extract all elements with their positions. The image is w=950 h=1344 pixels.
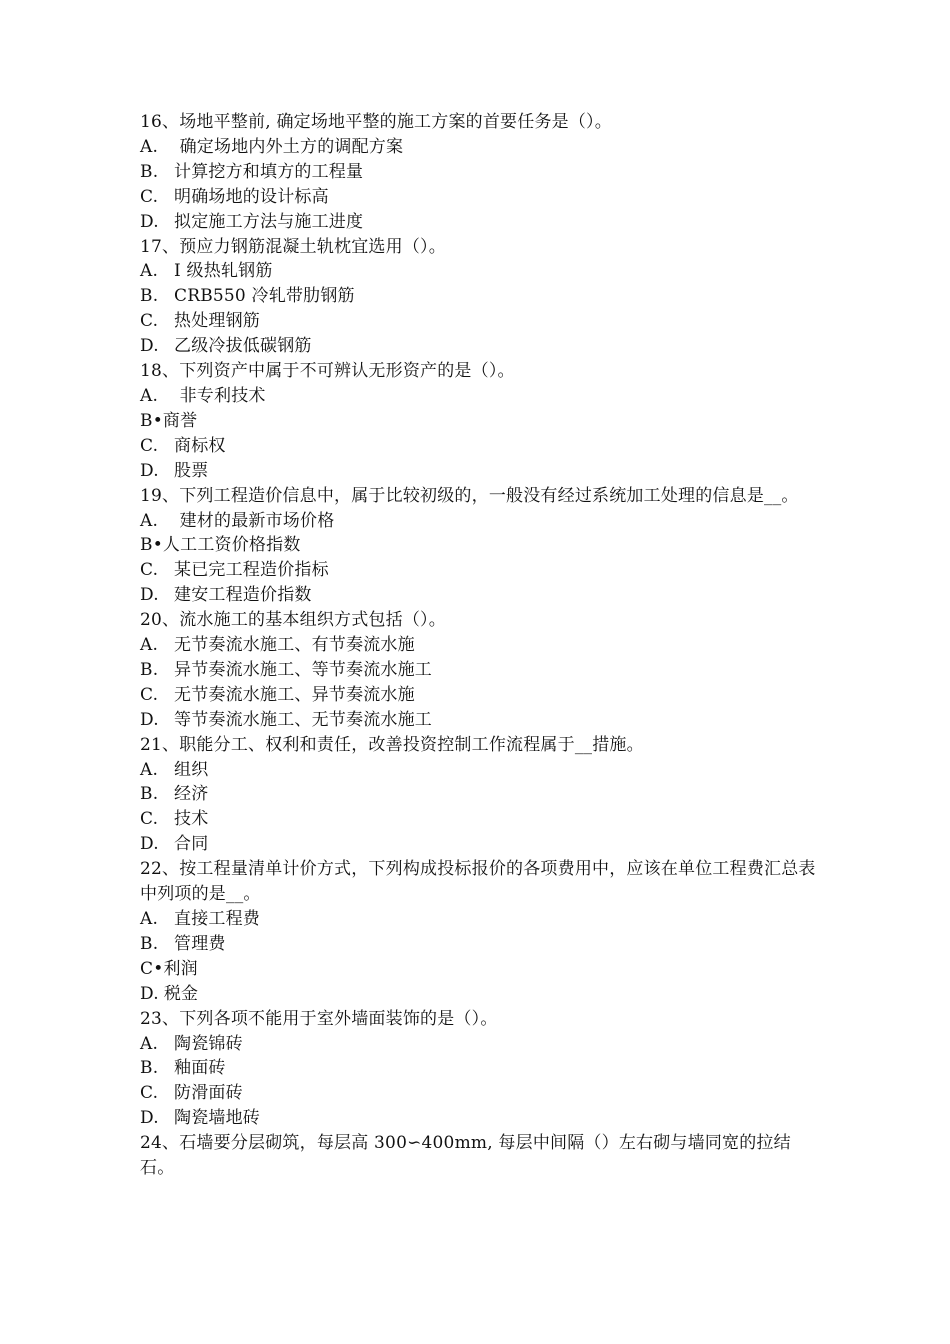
option-23-d [140,1106,820,1131]
option-letter: C. [140,311,159,332]
option-letter: A. [140,1033,159,1054]
option-20-c [140,683,820,708]
option-22-c [140,957,820,982]
option-text: 拟定施工方法与施工进度 [174,211,364,232]
option-20-b [140,658,820,683]
option-letter: C. [140,435,159,456]
option-letter: C. [140,186,159,207]
option-letter: A. [140,510,159,531]
option-text: 确定场地内外土方的调配方案 [174,136,404,157]
option-text: 某已完工程造价指标 [174,560,329,581]
option-text: 管理费 [174,933,226,954]
option-letter: B• [140,410,163,431]
option-text: 组织 [174,759,209,780]
option-text: 等节奏流水施工、无节奏流水施工 [174,709,432,730]
document-page [140,110,820,1181]
option-letter: A. [140,385,159,406]
option-text: 税金 [163,983,199,1004]
option-23-a [140,1032,820,1057]
option-text: 商誉 [162,410,198,431]
option-17-a [140,259,820,284]
option-21-c [140,807,820,832]
option-letter: D. [140,211,159,232]
option-17-d [140,334,820,359]
option-text: 商标权 [174,435,226,456]
option-19-a [140,509,820,534]
option-17-b [140,284,820,309]
option-text: 无节奏流水施工、异节奏流水施 [174,684,415,705]
option-23-b [140,1056,820,1081]
option-letter: A. [140,261,159,282]
option-text: 股票 [174,460,209,481]
question-20: 20、流水施工的基本组织方式包括（）。 [140,610,446,631]
option-17-c [140,309,820,334]
option-letter: A. [140,635,159,656]
option-text: 技术 [174,809,209,830]
option-text: 利润 [163,958,198,979]
option-letter: B. [140,1058,159,1079]
option-text: 明确场地的设计标高 [174,186,329,207]
option-letter: D. [140,585,159,606]
option-text: 陶瓷锦砖 [174,1033,243,1054]
question-21: 21、职能分工、权利和责任，改善投资控制工作流程属于__措施。 [140,734,644,755]
option-text: 计算挖方和填方的工程量 [174,161,364,182]
option-letter: A. [140,136,159,157]
option-21-d [140,832,820,857]
option-letter: B• [140,535,163,556]
option-text: 防滑面砖 [174,1083,243,1104]
option-22-b [140,932,820,957]
option-23-c [140,1081,820,1106]
option-letter: D. [140,336,159,357]
option-letter: C. [140,684,159,705]
option-letter: D. [140,1108,159,1129]
option-letter: D. [140,834,159,855]
option-text: I 级热轧钢筋 [174,261,273,282]
question-24: 24、石墙要分层砌筑，每层高 300∽400mm, 每层中间隔（）左右砌与墙同宽的拉结石。 [140,1133,791,1179]
option-20-a [140,633,820,658]
option-letter: B. [140,933,159,954]
option-text: 经济 [174,784,209,805]
question-16: 16、场地平整前, 确定场地平整的施工方案的首要任务是（）。 [140,112,612,132]
option-18-a [140,384,820,409]
option-letter: C. [140,1083,159,1104]
option-letter: A. [140,909,159,929]
option-19-b [140,533,820,558]
option-text: 合同 [174,834,209,855]
option-text: 乙级冷拔低碳钢筋 [174,336,312,357]
option-16-c [140,185,820,210]
option-21-b [140,782,820,807]
question-23: 23、下列各项不能用于室外墙面装饰的是（）。 [140,1008,498,1029]
option-letter: B. [140,784,159,805]
option-text: 直接工程费 [174,909,260,929]
option-text: 人工工资价格指数 [162,535,301,556]
option-16-b [140,160,820,185]
option-text: 异节奏流水施工、等节奏流水施工 [174,659,432,680]
option-22-d [140,982,820,1007]
option-letter: D. [140,709,159,730]
option-letter: B. [140,659,159,680]
option-text: 无节奏流水施工、有节奏流水施 [174,635,415,656]
option-letter: B. [140,286,159,307]
option-text: 建安工程造价指数 [174,585,312,606]
option-20-d [140,708,820,733]
option-18-c [140,434,820,459]
option-text: 热处理钢筋 [174,311,260,332]
option-text: 釉面砖 [174,1058,226,1079]
option-letter: C• [140,958,164,979]
option-letter: A. [140,759,159,780]
option-19-d [140,583,820,608]
option-18-b [140,409,820,434]
option-letter: D. [140,460,159,481]
option-19-c [140,558,820,583]
question-17: 17、预应力钢筋混凝土轨枕宜选用（）。 [140,236,446,257]
option-16-d [140,210,820,235]
option-letter: B. [140,161,159,182]
option-text: 建材的最新市场价格 [174,510,335,531]
question-19: 19、下列工程造价信息中，属于比较初级的，一般没有经过系统加工处理的信息是__。 [140,485,799,506]
question-18: 18、下列资产中属于不可辨认无形资产的是（）。 [140,361,515,382]
option-18-d [140,459,820,484]
option-text: 陶瓷墙地砖 [174,1108,260,1129]
option-letter: C. [140,809,159,830]
option-21-a [140,758,820,783]
option-22-a [140,907,820,932]
question-22: 22、按工程量清单计价方式，下列构成投标报价的各项费用中，应该在单位工程费汇总表中列项的是__。 [140,859,816,905]
option-text: 非专利技术 [174,385,266,406]
option-letter: C. [140,560,159,581]
option-16-a [140,135,820,160]
option-letter: D. [140,983,159,1004]
option-text: CRB550 冷轧带肋钢筋 [174,286,355,307]
